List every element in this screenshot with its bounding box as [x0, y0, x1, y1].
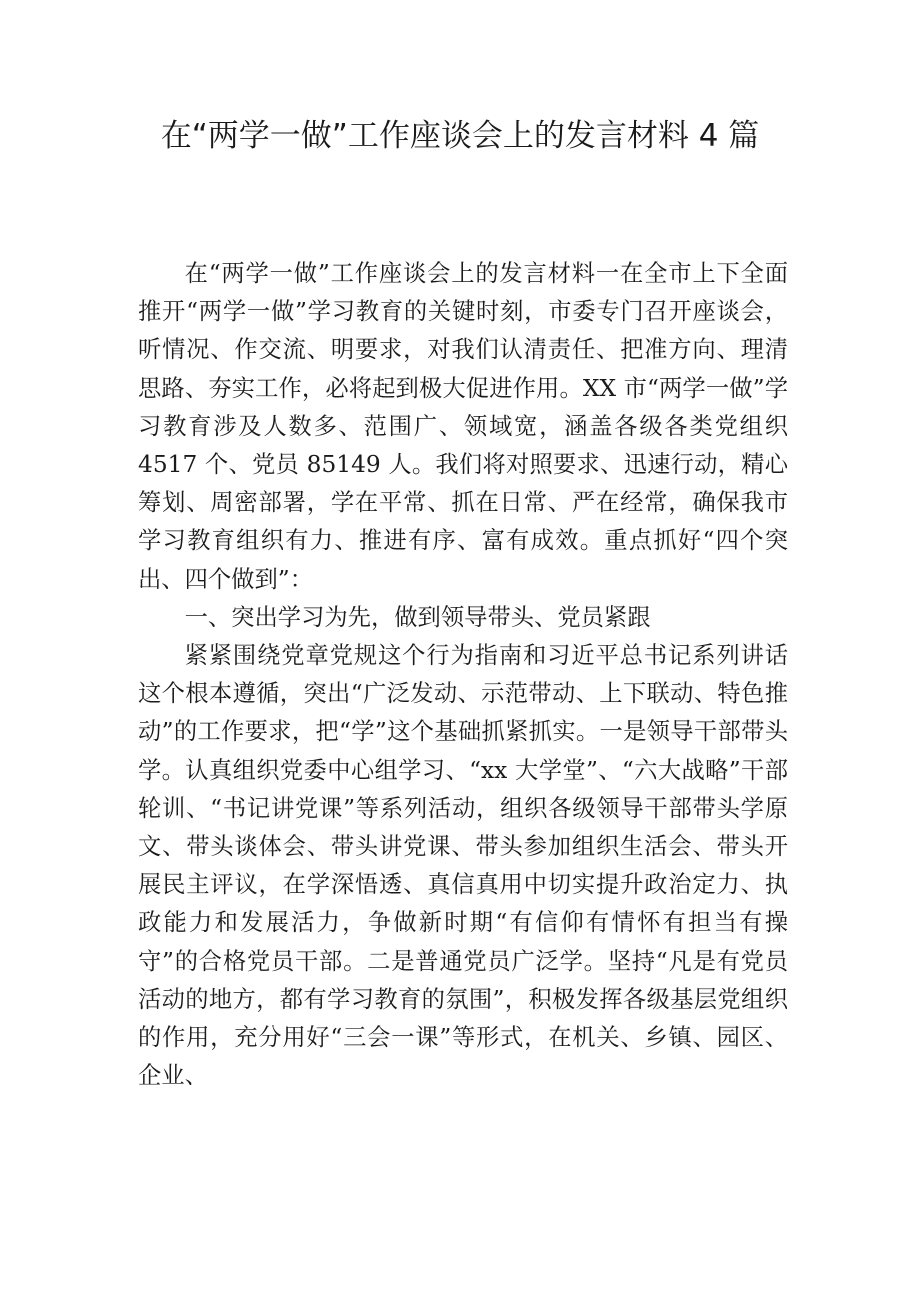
paragraph-intro: 在“两学一做”工作座谈会上的发言材料一在全市上下全面推开“两学一做”学习教育的关键时刻，市委专门召开座谈会，听情况、作交流、明要求，对我们认清责任、把准方向、理清思路、夯实工作，必将起到极大促进作用。XX 市“两学一做”学习教育涉及人数多、范围广、领域宽，涵盖各级各类党组织 4517 个、党员 85149 人。我们将对照要求、迅速行动，精心筹划、周密部署，学在平常、抓在日常、严在经常，确保我市学习教育组织有力、推进有序、富有成效。重点抓好“四个突出、四个做到”： — [138, 260, 788, 593]
paragraph-section-1: 紧紧围绕党章党规这个行为指南和习近平总书记系列讲话这个根本遵循，突出“广泛发动、示范带动、上下联动、特色推动”的工作要求，把“学”这个基础抓紧抓实。一是领导干部带头学。认真组织党委中心组学习、“xx 大学堂”、“六大战略”干部轮训、“书记讲党课”等系列活动，组织各级领导干部带头学原文、带头谈体会、带头讲党课、带头参加组织生活会、带头开展民主评议，在学深悟透、真信真用中切实提升政治定力、执政能力和发展活力，争做新时期“有信仰有情怀有担当有操守”的合格党员干部。二是普通党员广泛学。坚持“凡是有党员活动的地方，都有学习教育的氛围”，积极发挥各级基层党组织的作用，充分用好“三会一课”等形式，在机关、乡镇、园区、企业、 — [138, 642, 788, 1090]
section-heading-1: 一、突出学习为先，做到领导带头、党员紧跟 — [184, 603, 651, 631]
document-body — [138, 255, 788, 1095]
document-title: 在“两学一做”工作座谈会上的发言材料 4 篇 — [160, 118, 760, 154]
